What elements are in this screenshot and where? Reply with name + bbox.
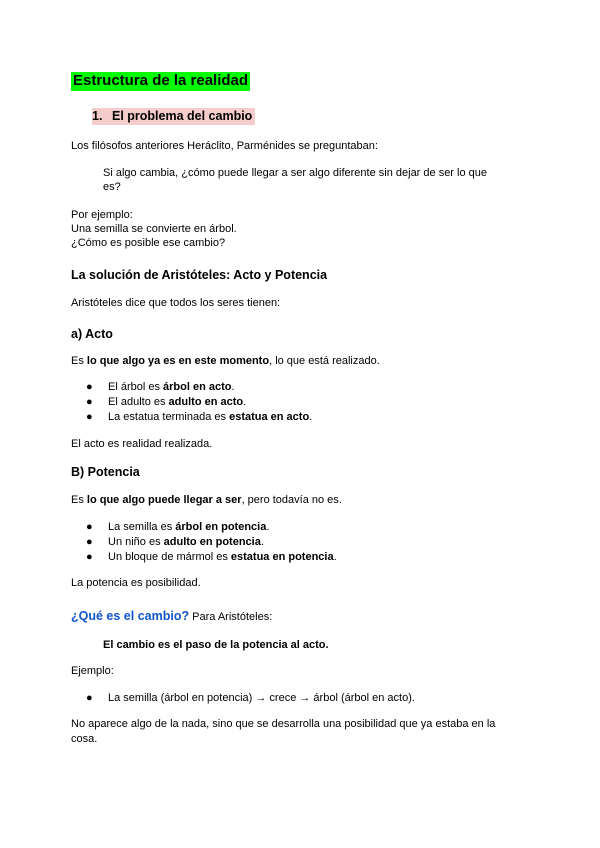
item-bold: adulto en acto [168,396,244,408]
list-item [86,691,415,705]
list-item [86,410,312,424]
bullet-icon: ● [86,521,93,533]
change-example-label: Ejemplo: [71,665,114,677]
example-line-1: Una semilla se convierte en árbol. [71,223,237,235]
example-label: Por ejemplo: [71,209,133,221]
acto-def-pre: Es [71,355,87,367]
item-text: El árbol es [108,381,164,393]
potencia-heading: B) Potencia [71,465,140,479]
bullet-icon: ● [86,396,93,408]
item-text: La estatua terminada es [108,411,230,423]
potencia-summary: La potencia es posibilidad. [71,577,201,589]
acto-summary: El acto es realidad realizada. [71,438,213,450]
document-title: Estructura de la realidad [73,72,249,89]
change-question [71,609,272,624]
bullet-icon: ● [86,692,93,704]
item-text: Un bloque de mármol es [108,551,231,563]
example-line-2: ¿Cómo es posible ese cambio? [71,237,226,249]
change-question-title: ¿Qué es el cambio? [71,609,190,623]
item-bold: adulto en potencia [163,536,261,548]
potencia-def-post: , pero todavía no es. [241,494,342,506]
item-bold: estatua en acto [229,411,310,423]
list-item [86,550,337,564]
bullet-icon: ● [86,411,93,423]
item-text: La semilla es [108,521,176,533]
closing-line-1: No aparece algo de la nada, sino que se desarrolla una posibilidad que ya estaba en la [71,718,496,730]
acto-def-bold: lo que algo ya es en este momento [86,355,270,367]
solution-intro: Aristóteles dice que todos los seres tienen: [71,297,281,309]
bullet-icon: ● [86,381,93,393]
section-number: 1. [92,109,103,123]
change-question-post: Para Aristóteles: [189,611,273,623]
change-definition: El cambio es el paso de la potencia al acto. [103,639,329,651]
list-item [86,535,264,549]
section-heading-text: El problema del cambio [112,109,253,123]
item-text: El adulto es [108,396,169,408]
item-post: . [260,536,264,548]
closing-line-2: cosa. [71,733,98,745]
question-line-1: Si algo cambia, ¿cómo puede llegar a ser algo diferente sin dejar de ser lo que [103,167,488,179]
list-item [86,380,235,394]
potencia-def-pre: Es [71,494,87,506]
acto-definition [71,354,380,368]
item-bold: árbol en acto [163,381,232,393]
solution-heading: La solución de Aristóteles: Acto y Potencia [71,268,328,282]
item-post: . [231,381,235,393]
section-heading-problem [92,108,255,125]
item-text: Un niño es [108,536,164,548]
item-post: . [333,551,337,563]
list-item [86,520,269,534]
item-bold: estatua en potencia [230,551,334,563]
bullet-icon: ● [86,536,93,548]
intro-paragraph: Los filósofos anteriores Heráclito, Parménides se preguntaban: [71,140,378,152]
acto-heading: a) Acto [71,327,113,341]
acto-def-post: , lo que está realizado. [269,355,380,367]
item-text: La semilla (árbol en potencia) → crece → árbol (árbol en acto). [108,692,415,704]
item-post: . [243,396,247,408]
potencia-def-bold: lo que algo puede llegar a ser [86,494,242,506]
question-line-2: es? [103,181,121,193]
list-item [86,395,246,409]
item-bold: árbol en potencia [175,521,267,533]
bullet-icon: ● [86,551,93,563]
item-post: . [309,411,313,423]
potencia-definition [71,493,342,507]
item-post: . [266,521,270,533]
